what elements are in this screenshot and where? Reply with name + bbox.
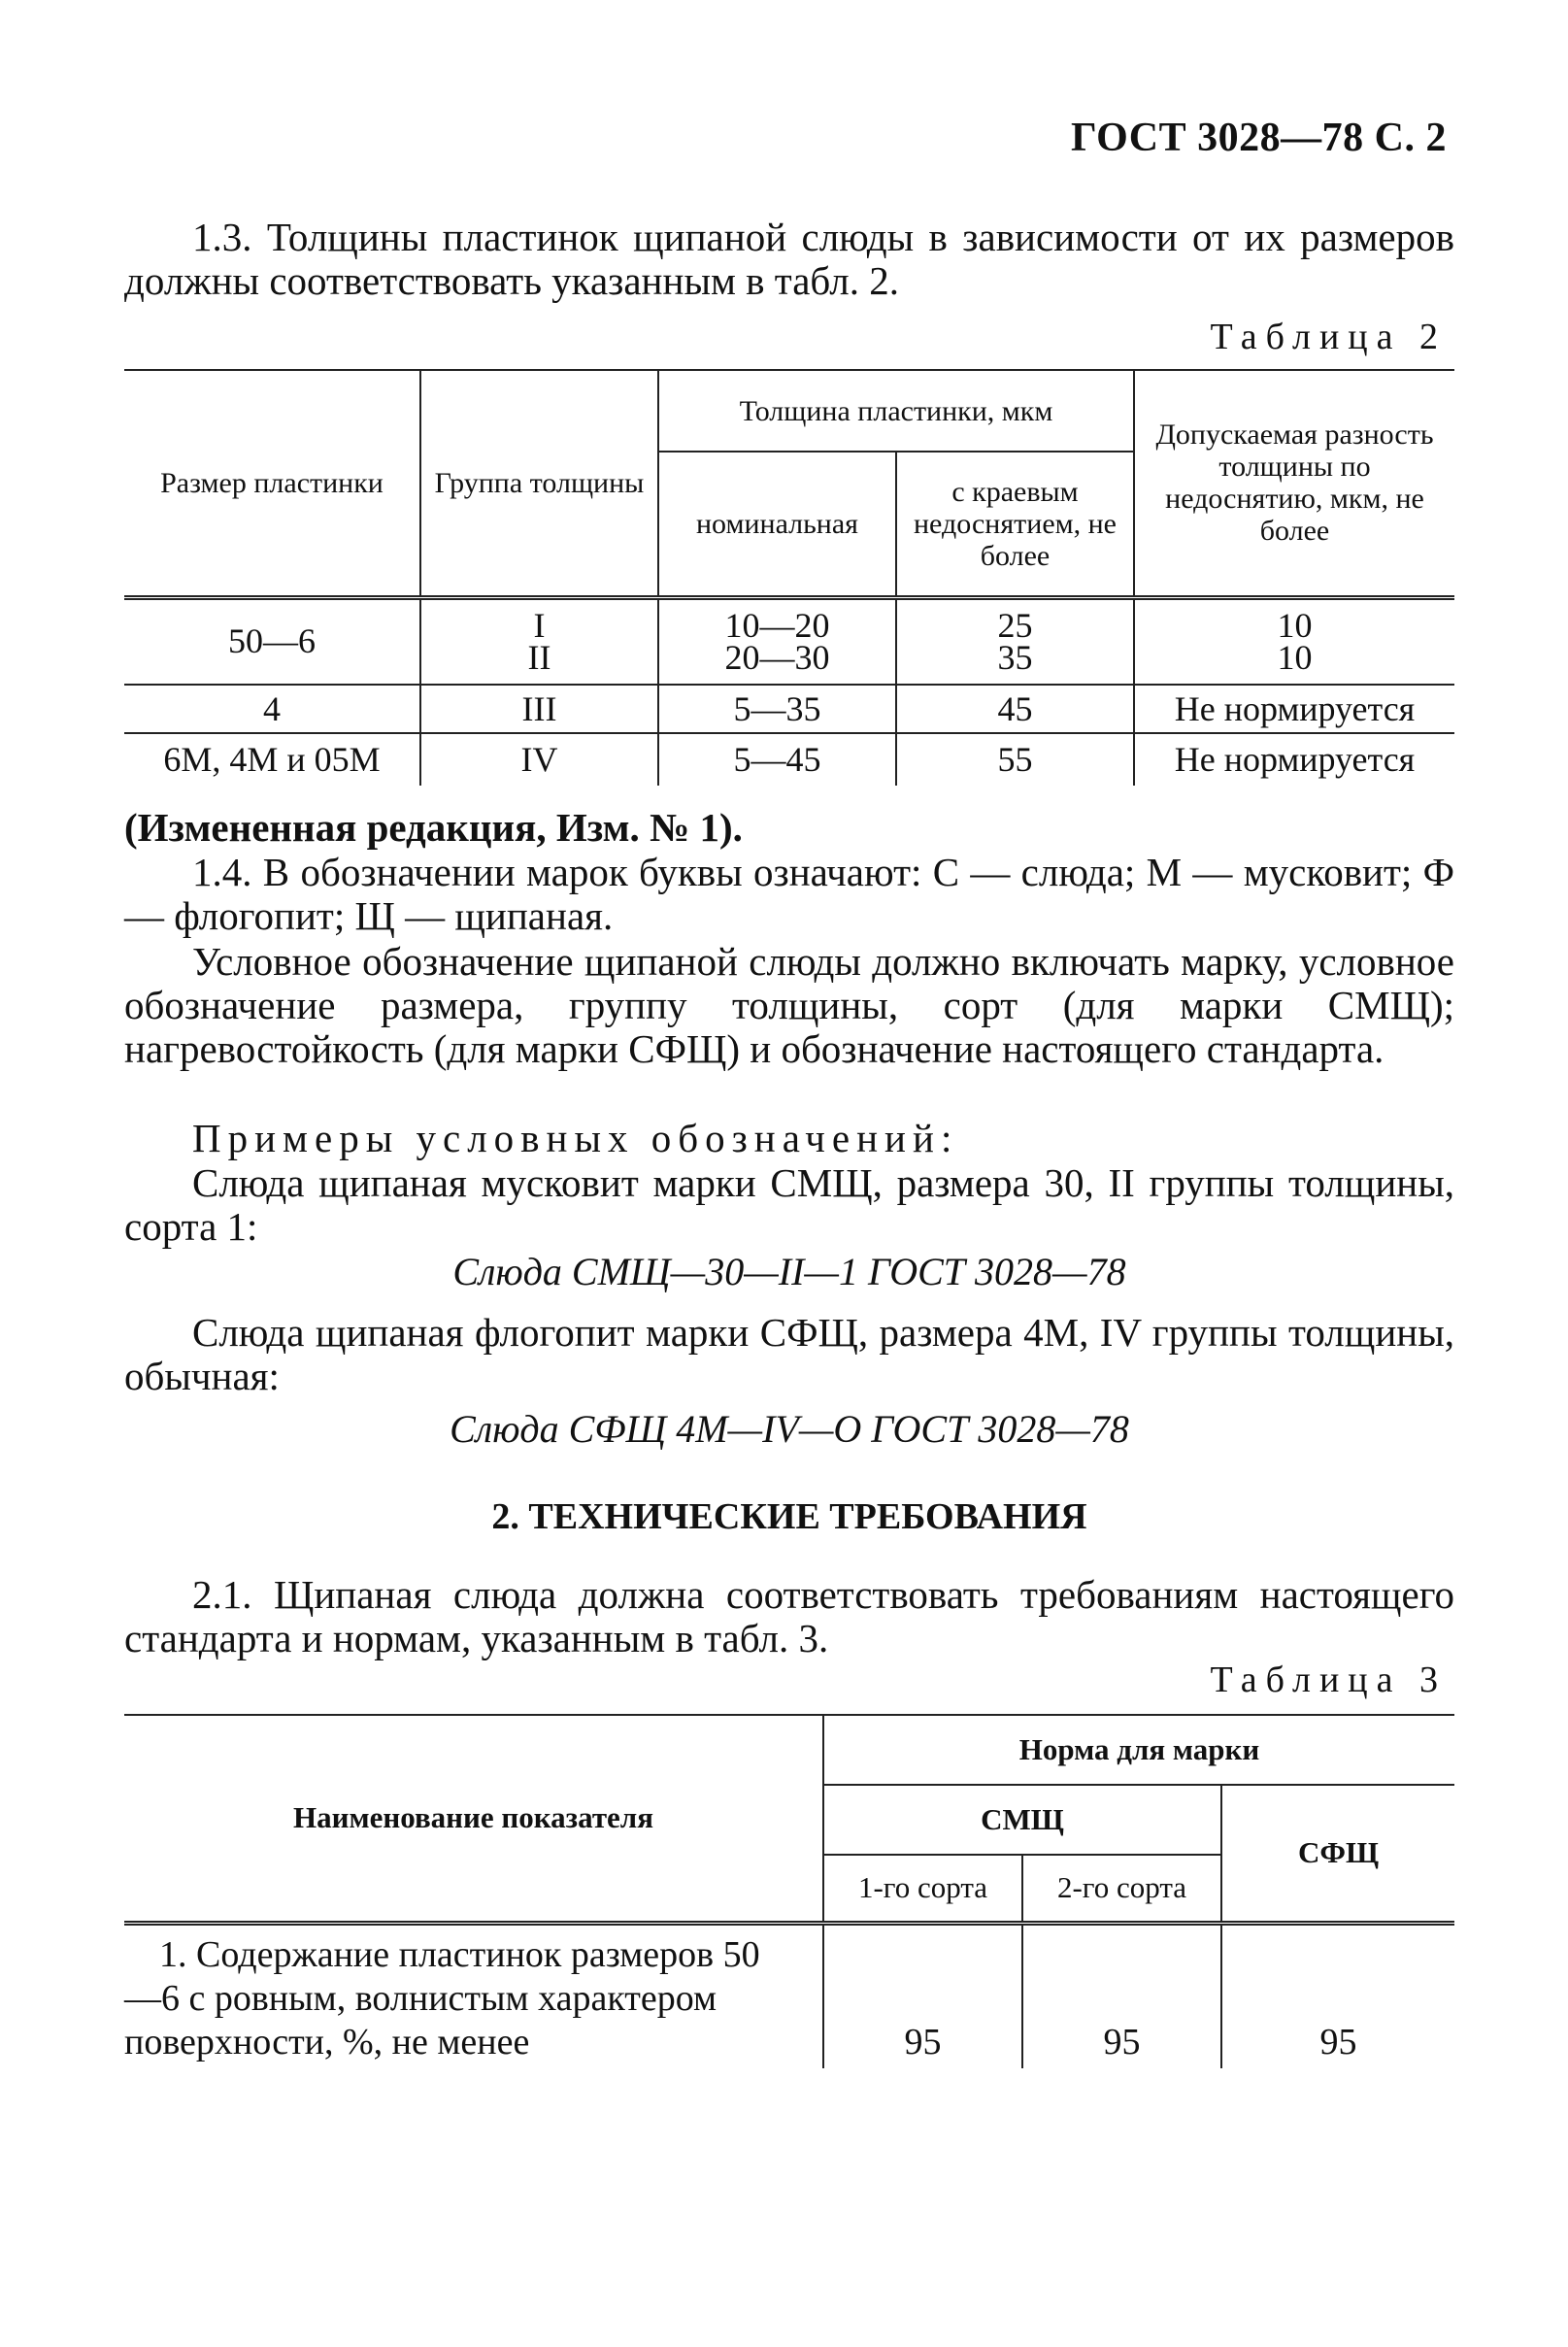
t2-header-diff: Допускаемая разность толщины по недоснятию, мкм, не более xyxy=(1134,370,1454,597)
t2-header-group: Группа толщины xyxy=(420,370,658,597)
t2-row1-size: 50—6 xyxy=(124,597,420,685)
t2-row2-size: 4 xyxy=(124,685,420,733)
t3-row1-grade1: 95 xyxy=(823,1923,1022,2068)
t2-row1-nom-b: 20—30 xyxy=(724,637,830,677)
t2-row3-size: 6М, 4М и 05М xyxy=(163,740,381,779)
t2-row2-diff: Не нормируется xyxy=(1134,685,1454,733)
paragraph-2-1: 2.1. Щипаная слюда должна соответствовать требованиям настоящего стандарта и нормам, указанным в табл. 3. xyxy=(124,1572,1454,1660)
t3-header-name: Наименование показателя xyxy=(124,1715,823,1923)
t2-header-edge: с краевым недоснятием, не более xyxy=(896,452,1134,597)
page-header: ГОСТ 3028—78 С. 2 xyxy=(1070,116,1447,160)
paragraph-1-3: 1.3. Толщины пластинок щипаной слюды в зависимости от их размеров должны соответствовать указанным в табл. 2. xyxy=(124,215,1454,303)
examples-title: Примеры условных обозначений: xyxy=(192,1116,959,1160)
t2-row1-group-b: II xyxy=(527,637,551,677)
edit-note: (Измененная редакция, Изм. № 1). xyxy=(124,805,743,850)
t2-row1-nominal xyxy=(658,597,896,685)
t3-row1-grade2: 95 xyxy=(1022,1923,1221,2068)
example-2-code: Слюда СФЩ 4М—IV—О ГОСТ 3028—78 xyxy=(450,1407,1129,1451)
t2-row1-group-a: I xyxy=(533,605,546,645)
table3-caption: Таблица 3 xyxy=(1210,1660,1447,1700)
t2-row2-group: III xyxy=(420,685,658,733)
t2-row2-nominal: 5—35 xyxy=(658,685,896,733)
t2-row3-nominal: 5—45 xyxy=(658,733,896,786)
paragraph-1-4: 1.4. В обозначении марок буквы означают: С — слюда; М — мусковит; Ф — флогопит; Щ — щипаная. xyxy=(124,850,1454,938)
t3-header-norm: Норма для марки xyxy=(823,1715,1454,1785)
t2-row1-group xyxy=(420,597,658,685)
t2-row3-group: IV xyxy=(420,733,658,786)
t2-row1-edge-b: 35 xyxy=(997,637,1033,677)
t3-row1-name: 1. Содержание пластинок размеров 50—6 с ровным, волнистым характером поверхности, %, не менее xyxy=(124,1933,760,2062)
t2-row1-nom-a: 10—20 xyxy=(724,605,830,645)
table-2 xyxy=(124,369,1454,786)
t2-row3-diff: Не нормируется xyxy=(1134,733,1454,786)
t3-header-grade2: 2-го сорта xyxy=(1022,1855,1221,1923)
table2-caption: Таблица 2 xyxy=(1210,317,1447,357)
t2-row1-diff-a: 10 xyxy=(1277,605,1313,645)
t2-row2-edge: 45 xyxy=(896,685,1134,733)
t2-row1-diff-b: 10 xyxy=(1277,637,1313,677)
t3-header-grade1: 1-го сорта xyxy=(823,1855,1022,1923)
section-2-title: 2. ТЕХНИЧЕСКИЕ ТРЕБОВАНИЯ xyxy=(491,1496,1087,1537)
t2-row1-diff xyxy=(1134,597,1454,685)
t2-row1-edge xyxy=(896,597,1134,685)
example-1-code: Слюда СМЩ—30—II—1 ГОСТ 3028—78 xyxy=(452,1250,1126,1293)
t3-header-sfsh: СФЩ xyxy=(1221,1785,1454,1923)
table-3 xyxy=(124,1714,1454,2068)
example-2-text: Слюда щипаная флогопит марки СФЩ, размера 4М, IV группы толщины, обычная: xyxy=(124,1310,1454,1398)
t3-row1-sfsh: 95 xyxy=(1221,1923,1454,2068)
t2-row3-edge: 55 xyxy=(896,733,1134,786)
t2-header-nominal: номинальная xyxy=(658,452,896,597)
example-1-text: Слюда щипаная мусковит марки СМЩ, размера 30, II группы толщины, сорта 1: xyxy=(124,1160,1454,1249)
t2-header-thickness: Толщина пластинки, мкм xyxy=(658,370,1134,452)
t2-row1-edge-a: 25 xyxy=(997,605,1033,645)
t2-header-size: Размер пластинки xyxy=(124,370,420,597)
t3-header-smsh: СМЩ xyxy=(823,1785,1221,1855)
paragraph-convention: Условное обозначение щипаной слюды должно включать марку, условное обозначение размера, группу толщины, сорт (для марки СМЩ); нагревостойкость (для марки СФЩ) и обозначение настоящего стандарта. xyxy=(124,939,1454,1071)
